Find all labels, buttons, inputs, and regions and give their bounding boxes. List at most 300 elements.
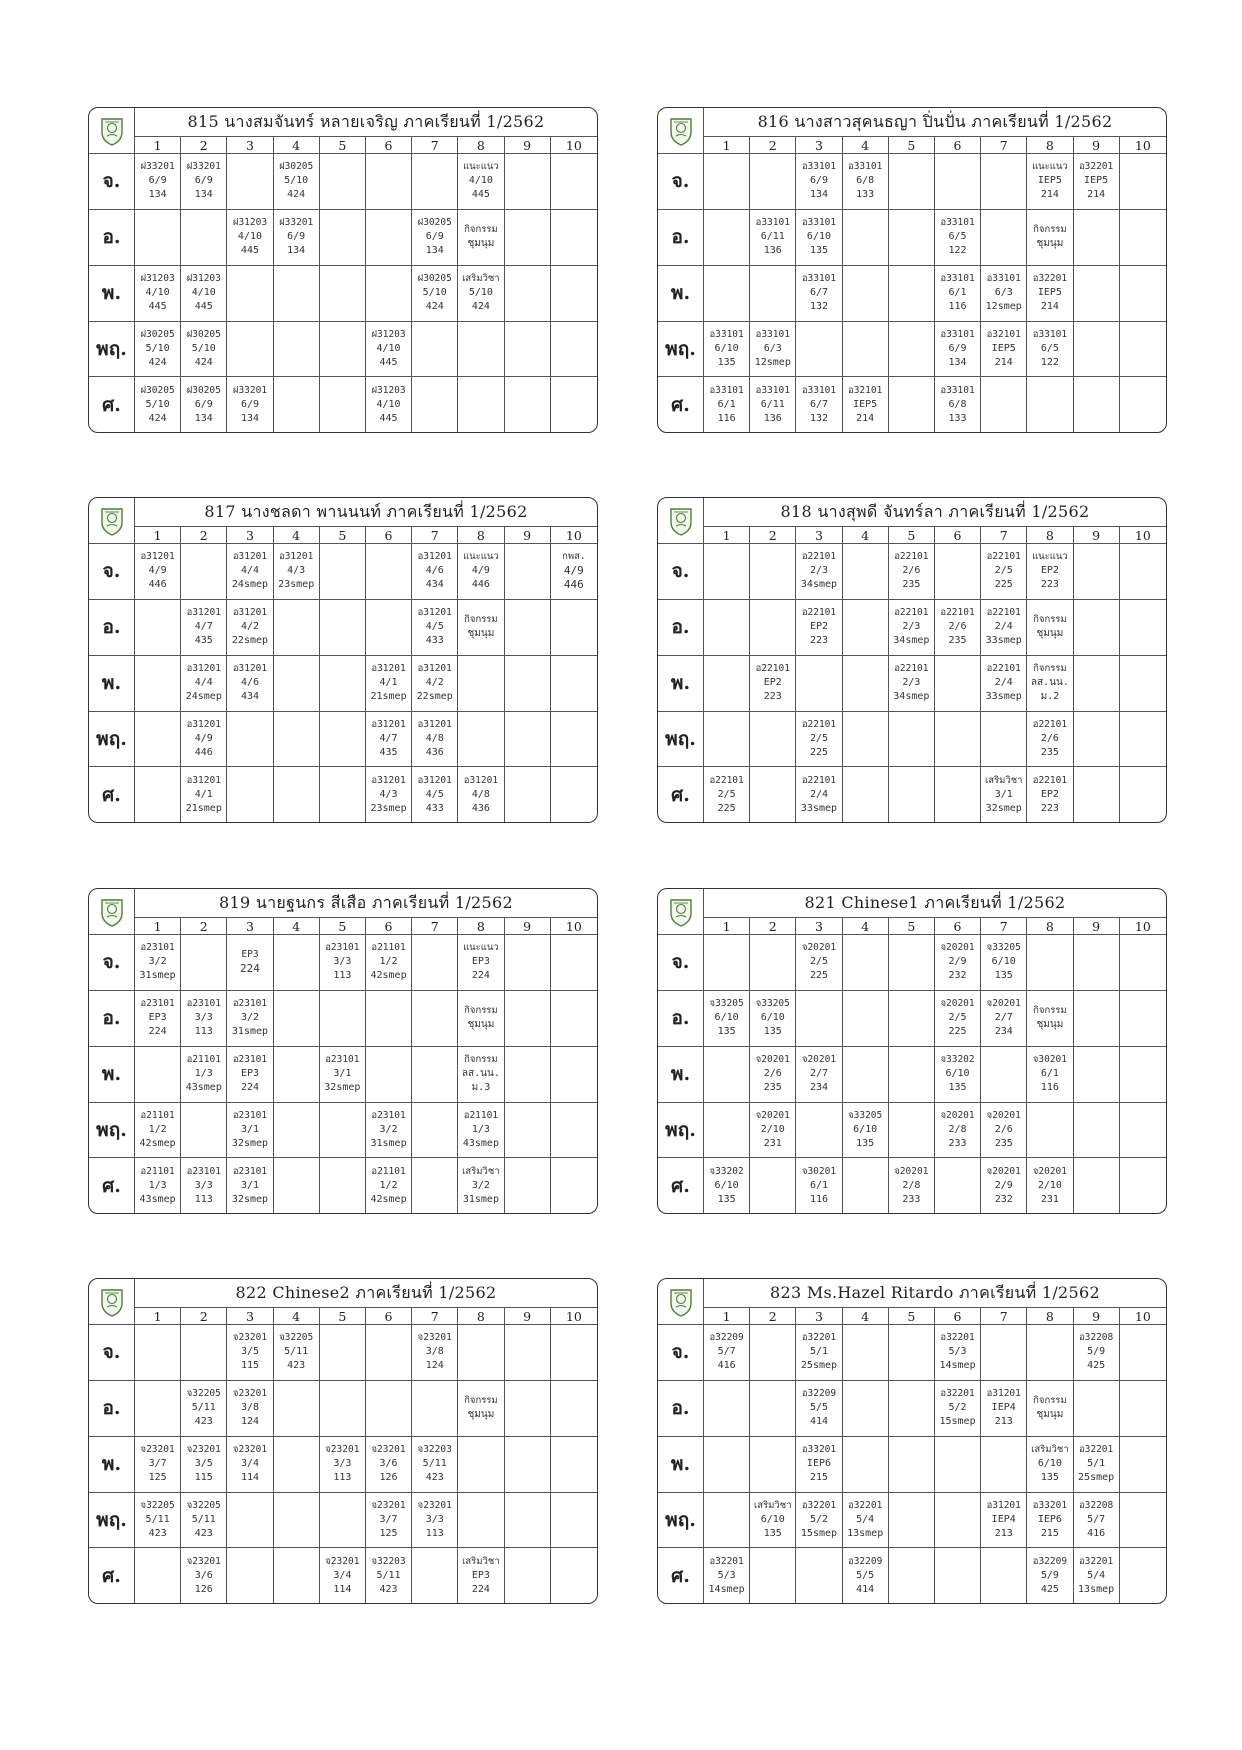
class-group: 6/9 (148, 175, 167, 187)
period-slot (935, 767, 981, 822)
room-number: 446 (194, 747, 213, 758)
room-number: 22smep (416, 691, 453, 703)
period-slot (551, 1103, 597, 1159)
day-label: พ. (658, 266, 704, 322)
day-row (89, 154, 597, 210)
period-slot (843, 377, 889, 432)
course-code: อ32209 (709, 1332, 744, 1344)
period-slot (704, 210, 750, 266)
day-row (89, 1047, 597, 1103)
period-number: 6 (366, 527, 412, 544)
course-code: อ33201 (1032, 1500, 1068, 1511)
course-code: อ33101 (755, 329, 790, 340)
room-number: 414 (856, 1583, 875, 1595)
day-label: จ. (658, 154, 704, 210)
room-number: 423 (194, 1528, 213, 1539)
period-number: 7 (412, 1308, 458, 1325)
period-number: 9 (1074, 137, 1120, 154)
course-code: อ32201 (801, 1332, 837, 1344)
timetable-card (88, 888, 598, 1214)
period-number: 4 (843, 1308, 889, 1325)
class-group: 4/3 (287, 565, 306, 577)
period-slot (1074, 377, 1120, 432)
room-number: 433 (425, 802, 444, 814)
class-group: ชุมนุม (1036, 238, 1064, 250)
class-group: 4/4 (240, 565, 259, 577)
room-number: 124 (240, 1416, 259, 1428)
course-code: อ33101 (801, 273, 837, 285)
day-row (658, 154, 1166, 210)
room-number: 34smep (893, 635, 930, 647)
course-code: อ31201 (140, 551, 175, 563)
course-code: แนะแนว (463, 551, 499, 563)
period-number: 8 (1027, 918, 1073, 935)
period-slot (981, 1047, 1027, 1103)
period-number: 9 (505, 137, 551, 154)
period-slot (412, 154, 458, 210)
course-code: อ31201 (186, 719, 221, 730)
period-slot (135, 1103, 181, 1159)
course-code: อ33101 (848, 161, 883, 173)
day-label: อ. (658, 600, 704, 656)
period-slot (320, 600, 366, 656)
school-crest-icon (100, 506, 124, 536)
room-number: 214 (1040, 301, 1059, 313)
period-slot (320, 1325, 366, 1381)
class-group: EP3 (471, 1569, 490, 1581)
class-group: 6/10 (714, 1012, 739, 1024)
room-number: 115 (194, 1472, 213, 1484)
card-title: 819 นายฐนกร สีเสือ ภาคเรียนที่ 1/2562 (135, 889, 597, 918)
period-number: 6 (366, 918, 412, 935)
period-slot (704, 712, 750, 768)
class-group: 6/10 (714, 343, 739, 354)
class-group: ชุมนุม (467, 628, 495, 640)
period-slot (1027, 991, 1073, 1047)
period-slot (1027, 1103, 1073, 1159)
period-slot (1027, 154, 1073, 210)
course-code: อ31201 (986, 1500, 1021, 1511)
course-code: อ31201 (232, 663, 268, 675)
room-number: 113 (333, 1472, 352, 1484)
period-number: 4 (843, 918, 889, 935)
school-crest-icon (669, 1287, 693, 1317)
class-group: 6/9 (948, 343, 967, 354)
class-group: 2/7 (809, 1068, 828, 1080)
period-slot (796, 935, 842, 991)
course-code: EP3 (241, 949, 259, 961)
day-label: ศ. (658, 1548, 704, 1603)
period-slot (1027, 1158, 1073, 1213)
period-slot (889, 322, 935, 378)
card-title: 822 Chinese2 ภาคเรียนที่ 1/2562 (135, 1279, 597, 1308)
day-row (658, 1158, 1166, 1213)
day-row (658, 656, 1166, 712)
period-slot (412, 1437, 458, 1493)
period-slot (843, 1548, 889, 1603)
period-slot (366, 544, 412, 600)
period-slot (935, 600, 981, 656)
period-slot (458, 1381, 504, 1437)
day-label: พ. (658, 1437, 704, 1493)
class-group: ชุมนุม (1036, 1409, 1064, 1421)
room-number: 135 (717, 357, 736, 368)
period-number: 1 (704, 527, 750, 544)
period-slot (412, 1158, 458, 1213)
day-label: อ. (89, 210, 135, 266)
period-slot (889, 1158, 935, 1213)
period-slot (889, 935, 935, 991)
course-code: อ31201 (232, 551, 268, 563)
period-slot (935, 1548, 981, 1603)
room-number: 425 (1087, 1360, 1106, 1372)
course-code: จ23201 (325, 1444, 360, 1456)
class-group: 5/11 (191, 1402, 216, 1414)
class-group: 6/9 (809, 175, 828, 187)
room-number: 134 (148, 189, 167, 201)
course-code: ฝ30205 (279, 161, 314, 173)
period-slot (796, 377, 842, 432)
card-title: 818 นางสุพดี จันทร์ลา ภาคเรียนที่ 1/2562 (704, 498, 1166, 527)
room-number: 114 (240, 1472, 259, 1484)
room-number: 424 (471, 301, 490, 313)
room-number: 225 (948, 1026, 967, 1038)
period-slot (889, 600, 935, 656)
course-code: อ22101 (801, 551, 837, 563)
period-slot (981, 991, 1027, 1047)
room-number: 423 (425, 1472, 444, 1484)
period-slot (1027, 600, 1073, 656)
class-group: 5/11 (422, 1458, 447, 1470)
period-number: 1 (704, 1308, 750, 1325)
class-group: 5/3 (717, 1569, 736, 1581)
period-slot (750, 1381, 796, 1437)
room-number: 224 (471, 1583, 490, 1595)
day-row (89, 767, 597, 822)
period-number: 1 (135, 918, 181, 935)
period-slot (320, 767, 366, 822)
class-group: 3/3 (425, 1514, 444, 1525)
period-number: 6 (935, 1308, 981, 1325)
room-number: 33smep (985, 635, 1022, 647)
course-code: กพส. (562, 551, 586, 563)
class-group: 2/3 (902, 621, 921, 633)
course-code: จ20201 (755, 1054, 790, 1066)
period-slot (181, 544, 227, 600)
period-slot (843, 991, 889, 1047)
period-slot (889, 266, 935, 322)
period-slot (135, 210, 181, 266)
period-slot (366, 935, 412, 991)
day-row (658, 377, 1166, 432)
period-number: 4 (843, 137, 889, 154)
period-slot (1074, 266, 1120, 322)
class-group: 5/4 (856, 1514, 875, 1525)
course-code: เสริมวิชา (984, 774, 1023, 786)
class-group: 6/11 (760, 398, 785, 410)
period-slot (458, 712, 504, 768)
class-group: 2/4 (809, 788, 828, 800)
period-slot (1120, 1381, 1166, 1437)
period-slot (1074, 767, 1120, 822)
course-code: จ20201 (1032, 1165, 1067, 1177)
logo-cell (89, 108, 135, 154)
course-code: อ22101 (894, 663, 929, 675)
course-code: อ33101 (940, 329, 975, 340)
room-number: 116 (717, 412, 736, 424)
room-number: 215 (1040, 1528, 1059, 1539)
period-slot (274, 1437, 320, 1493)
period-slot (274, 210, 320, 266)
class-group: 3/1 (240, 1124, 259, 1135)
period-number: 9 (1074, 527, 1120, 544)
class-group: 6/5 (1040, 343, 1059, 354)
period-slot (181, 935, 227, 991)
card-title: 815 นางสมจันทร์ หลายเจริญ ภาคเรียนที่ 1/2562 (135, 108, 597, 137)
day-label: พ. (658, 1047, 704, 1103)
period-number: 1 (704, 137, 750, 154)
period-slot (551, 1047, 597, 1103)
room-number: 225 (994, 579, 1013, 591)
course-code: ฝ30205 (186, 384, 221, 396)
period-slot (750, 767, 796, 822)
room-number: 231 (1040, 1193, 1059, 1205)
timetable-grid (657, 107, 1167, 433)
period-slot (505, 767, 551, 822)
course-code: อ33101 (940, 273, 975, 285)
period-slot (320, 1047, 366, 1103)
day-row (89, 991, 597, 1047)
course-code: อ33101 (986, 273, 1021, 285)
room-number: 31smep (231, 1026, 269, 1038)
period-slot (843, 656, 889, 712)
room-number: 414 (809, 1416, 828, 1428)
course-code: อ32101 (986, 329, 1021, 340)
room-number: 233 (948, 1138, 967, 1149)
course-code: จ33202 (940, 1054, 975, 1066)
period-slot (412, 600, 458, 656)
class-group: 2/5 (948, 1012, 967, 1024)
timetable-card (657, 497, 1167, 823)
course-code: อ23101 (140, 942, 175, 954)
class-group: 5/11 (191, 1514, 216, 1525)
course-code: อ31201 (417, 551, 452, 563)
period-slot (274, 377, 320, 432)
day-label: ศ. (658, 767, 704, 822)
room-number: 225 (809, 747, 828, 758)
course-code: จ33202 (709, 1165, 744, 1177)
period-slot (135, 600, 181, 656)
period-slot (935, 377, 981, 432)
period-slot (227, 1381, 273, 1437)
period-number: 10 (551, 1308, 597, 1325)
room-number: 424 (194, 357, 213, 368)
room-number: 424 (425, 301, 444, 313)
period-slot (366, 1548, 412, 1603)
course-code: จ23201 (140, 1444, 175, 1456)
class-group: 2/5 (809, 733, 828, 744)
period-number: 10 (551, 137, 597, 154)
period-slot (889, 210, 935, 266)
period-slot (458, 767, 504, 822)
period-slot (981, 600, 1027, 656)
period-slot (1074, 1325, 1120, 1381)
class-group: 3/7 (148, 1458, 167, 1470)
course-code: เสริมวิชา (462, 273, 500, 285)
day-label: พ. (89, 1047, 135, 1103)
period-slot (750, 1325, 796, 1381)
period-number: 3 (796, 137, 842, 154)
period-slot (458, 322, 504, 378)
period-slot (1027, 712, 1073, 768)
timetable-card (657, 1278, 1167, 1604)
period-slot (981, 1493, 1027, 1549)
period-slot (458, 154, 504, 210)
class-group: 3/5 (240, 1346, 259, 1358)
period-slot (458, 935, 504, 991)
period-slot (181, 266, 227, 322)
room-number: 22smep (231, 635, 269, 647)
period-slot (935, 154, 981, 210)
course-code: อ32101 (848, 384, 883, 396)
class-group: 2/10 (760, 1124, 785, 1135)
class-group: 6/9 (287, 231, 306, 243)
course-code: อ32201 (1078, 1555, 1114, 1567)
room-number: 423 (148, 1528, 167, 1539)
period-slot (981, 1381, 1027, 1437)
period-slot (935, 991, 981, 1047)
day-row (89, 210, 597, 266)
period-slot (274, 1381, 320, 1437)
room-number: 32smep (231, 1138, 269, 1149)
course-code: จ20201 (940, 998, 975, 1010)
period-number: 4 (274, 918, 320, 935)
day-row (658, 1381, 1166, 1437)
room-number: 33smep (800, 802, 838, 814)
room-number: 135 (994, 970, 1013, 982)
day-label: ศ. (89, 1548, 135, 1603)
room-number: 42smep (370, 970, 407, 982)
course-code: อ23101 (232, 1110, 268, 1121)
period-slot (796, 656, 842, 712)
course-code: อ21101 (371, 1165, 406, 1177)
room-number: 42smep (370, 1193, 407, 1205)
room-number: 33smep (985, 691, 1022, 703)
period-slot (1120, 991, 1166, 1047)
room-number: 134 (287, 245, 306, 257)
period-slot (551, 656, 597, 712)
period-slot (843, 322, 889, 378)
period-slot (1074, 1493, 1120, 1549)
room-number: 416 (717, 1360, 736, 1372)
course-code: กิจกรรม (464, 1395, 498, 1407)
class-group: IEP6 (1037, 1514, 1062, 1525)
period-number: 2 (750, 527, 796, 544)
room-number: 225 (717, 802, 736, 814)
class-group: IEP4 (991, 1402, 1016, 1414)
class-group: 3/3 (333, 956, 352, 968)
period-slot (935, 1493, 981, 1549)
period-slot (1120, 377, 1166, 432)
period-slot (135, 1493, 181, 1549)
period-slot (1074, 322, 1120, 378)
room-number: 115 (240, 1360, 259, 1372)
period-slot (750, 712, 796, 768)
period-number: 7 (981, 527, 1027, 544)
room-number: 225 (809, 970, 828, 982)
class-group: 5/10 (422, 287, 447, 299)
school-crest-icon (100, 116, 124, 146)
course-code: อ22101 (709, 774, 744, 786)
period-slot (935, 544, 981, 600)
class-group: 3/8 (240, 1402, 259, 1414)
course-code: อ32201 (940, 1332, 975, 1344)
period-slot (1120, 1325, 1166, 1381)
room-number: 13smep (847, 1528, 884, 1539)
period-slot (889, 1381, 935, 1437)
period-slot (320, 712, 366, 768)
period-number: 7 (412, 137, 458, 154)
course-code: อ33101 (709, 329, 744, 340)
period-slot (274, 600, 320, 656)
period-slot (181, 767, 227, 822)
timetable-grid (88, 888, 598, 1214)
period-slot (458, 991, 504, 1047)
class-group: 2/5 (809, 956, 828, 968)
class-group: EP3 (471, 956, 490, 968)
timetable-card (88, 107, 598, 433)
period-slot (412, 1548, 458, 1603)
course-code: ฝ31203 (371, 329, 406, 340)
course-code: อ22101 (801, 607, 837, 619)
period-slot (704, 1548, 750, 1603)
period-slot (366, 1437, 412, 1493)
course-code: จ30201 (1032, 1054, 1067, 1066)
course-code: อ32201 (848, 1500, 883, 1511)
period-slot (750, 600, 796, 656)
day-label: อ. (89, 600, 135, 656)
period-slot (889, 1047, 935, 1103)
period-slot (412, 1103, 458, 1159)
period-number: 4 (274, 137, 320, 154)
course-code: จ23201 (371, 1500, 406, 1511)
period-slot (274, 1158, 320, 1213)
period-number: 3 (796, 918, 842, 935)
course-code: กิจกรรม (1033, 663, 1067, 675)
period-slot (412, 712, 458, 768)
period-slot (227, 266, 273, 322)
room-number: 133 (856, 189, 875, 201)
period-slot (412, 935, 458, 991)
course-code: จ23201 (325, 1555, 360, 1567)
period-slot (227, 767, 273, 822)
room-number: 445 (240, 245, 259, 257)
period-number: 10 (1120, 918, 1166, 935)
period-number: 5 (889, 1308, 935, 1325)
period-slot (750, 210, 796, 266)
course-code: อ31201 (417, 607, 452, 619)
period-slot (412, 991, 458, 1047)
period-slot (551, 1548, 597, 1603)
period-slot (458, 210, 504, 266)
room-number: 23smep (370, 802, 407, 814)
period-slot (274, 266, 320, 322)
course-code: จ20201 (801, 1054, 837, 1066)
room-number: 136 (763, 245, 782, 257)
course-code: ฝ31203 (232, 217, 268, 229)
course-code: อ22101 (1032, 719, 1068, 730)
room-number: 15smep (800, 1528, 838, 1539)
